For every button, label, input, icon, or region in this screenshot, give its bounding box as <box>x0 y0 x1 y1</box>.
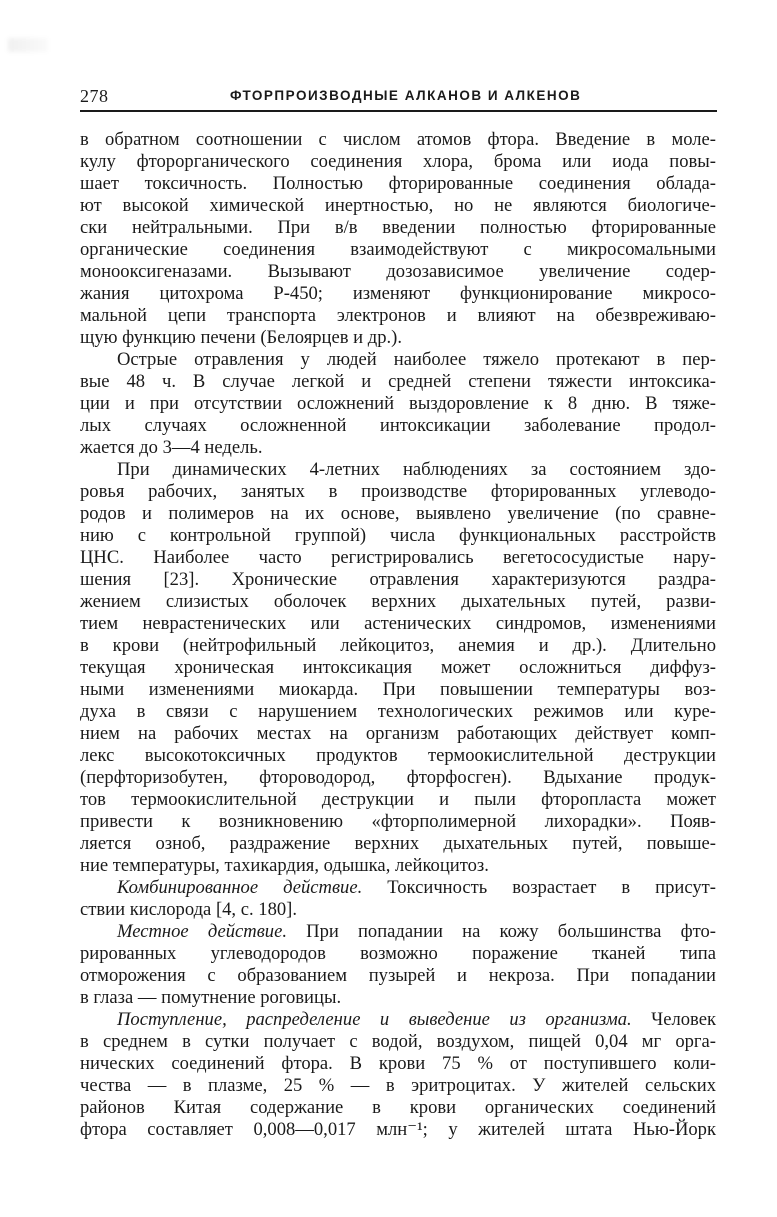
text-line: чества — в плазме, 25 % — в эритроцитах. У жителей сельских <box>80 1075 716 1096</box>
section-heading-intake: Поступление, распределение и выведение из организма. <box>117 1009 632 1030</box>
text-line: вые 48 ч. В случае легкой и средней степени тяжести интоксика- <box>80 371 716 392</box>
section-heading-local-action: Местное действие. <box>117 921 287 942</box>
text-line: шения [23]. Хронические отравления характеризуются раздра- <box>80 569 716 590</box>
paragraph-local-action <box>80 921 716 1009</box>
text-line: ции и при отсутствии осложнений выздоровление к 8 дню. В тяже- <box>80 393 716 414</box>
paragraph-combined-action <box>80 877 716 921</box>
text-line: лых случаях осложненной интоксикации заболевание продол- <box>80 415 716 436</box>
text-line: ляется озноб, раздражение верхних дыхательных путей, повыше- <box>80 833 716 854</box>
text-line: ствии кислорода [4, с. 180]. <box>80 899 298 920</box>
text-line: в крови (нейтрофильный лейкоцитоз, анемия и др.). Длительно <box>80 635 716 656</box>
text-line <box>80 877 716 899</box>
paragraph-chronic-poisoning <box>80 459 716 877</box>
running-title: ФТОРПРОИЗВОДНЫЕ АЛКАНОВ И АЛКЕНОВ <box>230 88 582 103</box>
text-line: нию с контрольной группой) числа функциональных расстройств <box>80 525 716 546</box>
text-line: жания цитохрома Р-450; изменяют функционирование микросо- <box>80 283 716 304</box>
text-line: фтора составляет 0,008—0,017 млн⁻¹; у жителей штата Нью-Йорк <box>80 1119 716 1140</box>
body-text <box>80 129 716 1141</box>
text-line: нических соединений фтора. В крови 75 % от поступившего коли- <box>80 1053 716 1074</box>
text-line: в среднем в сутки получает с водой, воздухом, пищей 0,04 мг орга- <box>80 1031 716 1052</box>
text-line: тов термоокислительной деструкции и пыли фторопласта может <box>80 789 716 810</box>
text-line: ние температуры, тахикардия, одышка, лейкоцитоз. <box>80 855 489 876</box>
text-line: духа в связи с нарушением технологических режимов или куре- <box>80 701 716 722</box>
text-line: тием неврастенических или астенических синдромов, изменениями <box>80 613 716 634</box>
text-line: нием на рабочих местах на организм работающих действует комп- <box>80 723 716 744</box>
text-line: жается до 3—4 недель. <box>80 437 263 458</box>
text-line: ными изменениями миокарда. При повышении температуры воз- <box>80 679 716 700</box>
scan-smudge <box>8 38 48 52</box>
paragraph-acute-poisoning <box>80 349 716 459</box>
text-line: мальной цепи транспорта электронов и влияют на обезвреживаю- <box>80 305 716 326</box>
paragraph-intake-distribution <box>80 1009 716 1141</box>
text-line: рированных углеводородов возможно поражение тканей типа <box>80 943 716 964</box>
text-line: органические соединения взаимодействуют с микросомальными <box>80 239 716 260</box>
text-line: ЦНС. Наиболее часто регистрировались вегетососудистые нару- <box>80 547 716 568</box>
text-line: шает токсичность. Полностью фторированные соединения облада- <box>80 173 716 194</box>
text-line: отморожения с образованием пузырей и некроза. При попадании <box>80 965 716 986</box>
paragraph-toxicity-continuation <box>80 129 716 349</box>
text-line: текущая хроническая интоксикация может осложниться диффуз- <box>80 657 716 678</box>
text-run: При попадании на кожу большинства фто- <box>286 921 716 942</box>
text-line: ровья рабочих, занятых в производстве фторированных углеводо- <box>80 481 716 502</box>
text-line <box>80 1009 716 1031</box>
text-line: привести к возникновению «фторполимерной лихорадки». Появ- <box>80 811 716 832</box>
page-header <box>80 84 716 108</box>
text-line: жением слизистых оболочек верхних дыхательных путей, разви- <box>80 591 716 612</box>
text-line: ски нейтральными. При в/в введении полностью фторированные <box>80 217 716 238</box>
page-number: 278 <box>80 86 109 106</box>
text-run: Человек <box>631 1009 716 1030</box>
header-rule <box>80 110 717 112</box>
text-line: районов Китая содержание в крови органических соединений <box>80 1097 716 1118</box>
text-line: в обратном соотношении с числом атомов фтора. Введение в моле- <box>80 129 716 150</box>
text-line: При динамических 4-летних наблюдениях за состоянием здо- <box>117 459 716 480</box>
text-line: ют высокой химической инертностью, но не являются биологиче- <box>80 195 716 216</box>
text-line: (перфторизобутен, фтороводород, фторфосген). Вдыхание продук- <box>80 767 716 788</box>
text-run: Токсичность возрастает в присут- <box>362 877 716 898</box>
text-line: в глаза — помутнение роговицы. <box>80 987 342 1008</box>
section-heading-combined-action: Комбинированное действие. <box>117 877 363 898</box>
text-line: щую функцию печени (Белоярцев и др.). <box>80 327 403 348</box>
text-line: родов и полимеров на их основе, выявлено увеличение (по сравне- <box>80 503 716 524</box>
text-line: монооксигеназами. Вызывают дозозависимое увеличение содер- <box>80 261 716 282</box>
text-line: кулу фторорганического соединения хлора, брома или иода повы- <box>80 151 716 172</box>
text-line: Острые отравления у людей наиболее тяжело протекают в пер- <box>117 349 716 370</box>
text-line: лекс высокотоксичных продуктов термоокислительной деструкции <box>80 745 716 766</box>
text-line <box>80 921 716 943</box>
